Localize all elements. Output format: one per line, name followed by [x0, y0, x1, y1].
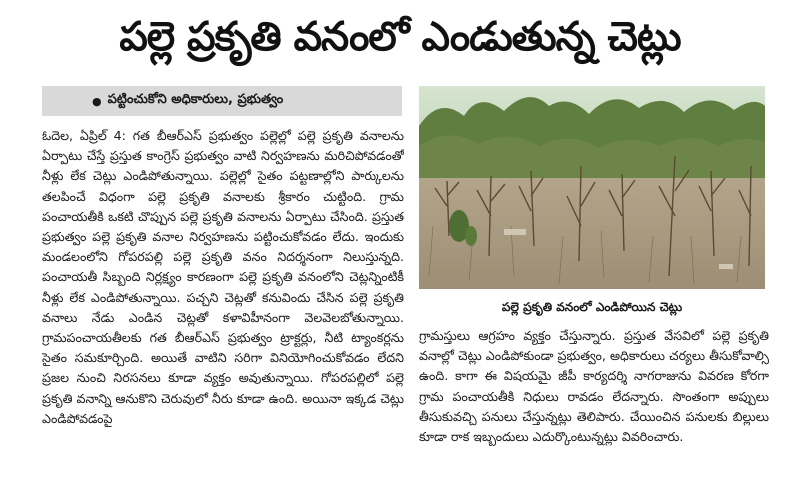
article-body-left: ఓదెల, ఏప్రిల్ 4: గత బీఆర్ఎస్ ప్రభుత్వం పల్లెల్లో పల్లె ప్రకృతి వనాలను ఏర్పాటు చేస్తే ప్రస్తుత కాంగ్రెస్ ప్రభుత్వం వాటి నిర్వహణను మరిచిపోవడంతో నీళ్లు లేక చెట్లు ఎండిపోతున్నాయి. పల్లెల్లో సైతం పట్టణాల్లోని పార్కులను తలపించే విధంగా పల్లె ప్రకృతి వనాలకు శ్రీకారం చుట్టింది. గ్రామ పంచాయతీకి ఒకటి చొప్పున పల్లె ప్రకృతి వనాలను ఏర్పాటు చేసింది. ప్రస్తుత ప్రభుత్వం పల్లె ప్రకృతి వనాల నిర్వహణను పట్టించుకోవడం లేదు. ఇందుకు మండలంలోని గోపరపల్లి పల్లె ప్రకృతి వనం నిదర్శనంగా నిలుస్తున్నది. పంచాయతీ సిబ్బంది నిర్లక్ష్యం కారణంగా పల్లె ప్రకృతి వనంలోని చెట్లన్నింటికీ నీళ్లు లేక ఎండిపోతున్నాయి. పచ్చని చెట్లతో కనువిందు చేసిన పల్లె ప్రకృతి వనాలు నేడు ఎండిన చెట్లతో కళావిహీనంగా వెలవెలబోతున్నాయి. గ్రామపంచాయతీలకు గత బీఆర్ఎస్ ప్రభుత్వం ట్రాక్టర్లు, నీటి ట్యాంకర్లను సైతం సమకూర్చింది. అయితే వాటిని సరిగా వినియోగించుకోవడం లేదని ప్రజల నుంచి నిరసనలు కూడా వ్యక్తం అవుతున్నాయి. గోపరపల్లిలో పల్లె ప్రకృతి వనాన్ని ఆనుకొని చెరువులో నీరు కూడా ఉంది. అయినా ఇక్కడ చెట్లు ఎండిపోవడంపై — [42, 128, 404, 426]
article-body-right-column — [419, 326, 769, 494]
headline: పల్లె ప్రకృతి వనంలో ఎండుతున్న చెట్లు — [119, 14, 681, 60]
subheadline-banner — [42, 86, 402, 116]
dried-trees-illustration — [419, 86, 765, 289]
image-caption: పల్లె ప్రకృతి వనంలో ఎండిపోయిన చెట్లు — [501, 300, 683, 314]
article-body-left-column — [42, 126, 404, 494]
bullet-icon: ● — [92, 94, 102, 108]
dried-trees-photo — [419, 86, 765, 289]
subheadline: పట్టించుకోని అధికారులు, ప్రభుత్వం — [107, 92, 284, 107]
article-body-right: గ్రామస్తులు ఆగ్రహం వ్యక్తం చేస్తున్నారు. ప్రస్తుత వేసవిలో పల్లె ప్రకృతి వనాల్లో చెట్లు ఎండిపోకుండా ప్రభుత్వం, అధికారులు చర్యలు తీసుకోవాల్సి ఉంది. కాగా ఈ విషయమై జీపీ కార్యదర్శి నాగరాజును వివరణ కోరగా గ్రామ పంచాయతీకి నిధులు రావడం లేదన్నారు. సొంతంగా అప్పులు తీసుకువచ్చి పనులు చేస్తున్నట్లు తెలిపారు. చేయించిన పనులకు బిల్లులు కూడా రాక ఇబ్బందులు ఎదుర్కొంటున్నట్లు వివరించారు. — [419, 328, 769, 445]
